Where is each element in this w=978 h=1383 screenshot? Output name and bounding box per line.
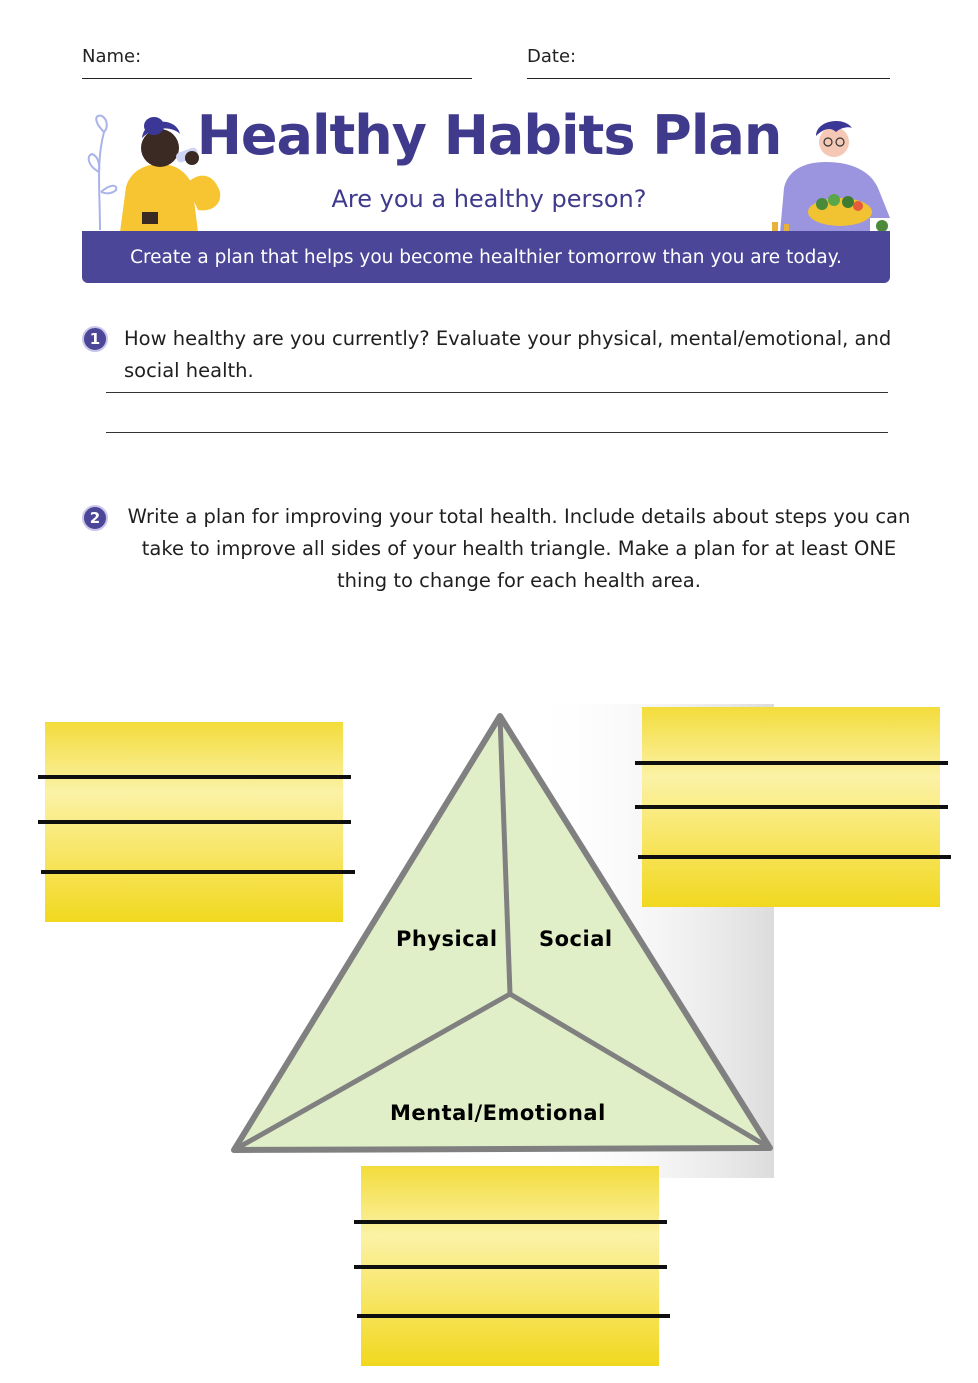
question-1-number-icon: 1 xyxy=(82,326,108,352)
question-1-text: How healthy are you currently? Evaluate your physical, mental/emotional, and social health. xyxy=(124,327,892,382)
triangle-label-social: Social xyxy=(539,927,613,951)
social-note-line-3[interactable] xyxy=(638,855,951,859)
triangle-label-physical: Physical xyxy=(396,927,498,951)
date-label: Date: xyxy=(527,46,577,67)
question-1-answer-line-1[interactable] xyxy=(106,392,888,393)
instruction-banner xyxy=(82,231,890,283)
date-field[interactable] xyxy=(527,78,890,79)
mental-emotional-note-line-2[interactable] xyxy=(354,1265,667,1269)
question-2-text: Write a plan for improving your total health. Include details about steps you can take to improve all sides of your health triangle. Make a plan for at least ONE thing to change for each health area. xyxy=(127,505,911,592)
page-subtitle: Are you a healthy person? xyxy=(331,185,647,213)
mental-emotional-note-line-1[interactable] xyxy=(354,1220,667,1224)
physical-note-line-3[interactable] xyxy=(41,870,355,874)
physical-note-line-1[interactable] xyxy=(38,775,351,779)
social-note-line-2[interactable] xyxy=(635,805,948,809)
page-title: Healthy Habits Plan xyxy=(196,104,782,167)
question-1-answer-line-2[interactable] xyxy=(106,432,888,433)
question-2-number-icon: 2 xyxy=(82,505,108,531)
social-note-line-1[interactable] xyxy=(635,761,948,765)
physical-note-line-2[interactable] xyxy=(38,820,351,824)
name-label: Name: xyxy=(82,46,142,67)
name-field[interactable] xyxy=(82,78,472,79)
mental-emotional-note-line-3[interactable] xyxy=(357,1314,670,1318)
triangle-label-mental-emotional: Mental/Emotional xyxy=(390,1101,606,1125)
banner-text: Create a plan that helps you become healthier tomorrow than you are today. xyxy=(130,246,842,268)
